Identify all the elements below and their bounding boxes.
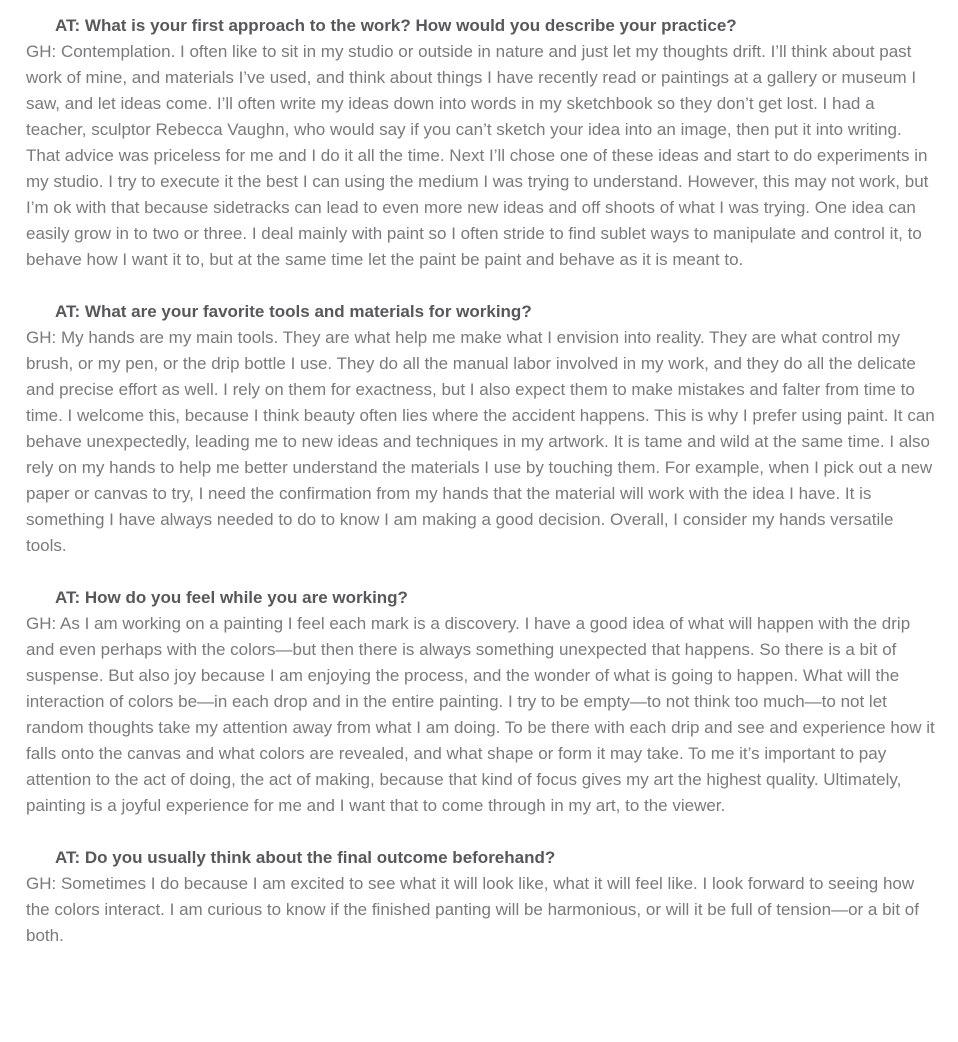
interview-answer: GH: Contemplation. I often like to sit in my studio or outside in nature and just let my thoughts drift. I’ll think about past work of mine, and materials I’ve used, and think about things I have recently read or paintings at a gallery or museum I saw, and let ideas come. I’ll often write my ideas down into words in my sketchbook so they don’t get lost. I had a teacher, sculptor Rebecca Vaughn, who would say if you can’t sketch your idea into an image, then put it into writing. That advice was priceless for me and I do it all the time. Next I’ll chose one of these ideas and start to do experiments in my studio. I try to execute it the best I can using the medium I was trying to understand. However, this may not work, but I’m ok with that because sidetracks can lead to even more new ideas and off shoots of what I was trying. One idea can easily grow in to two or three. I deal mainly with paint so I often stride to find sublet ways to manipulate and control it, to behave how I want it to, but at the same time let the paint be paint and behave as it is meant to. [26, 42, 929, 269]
qa-block [26, 13, 936, 273]
qa-block [26, 299, 936, 559]
interview-question: AT: What are your favorite tools and materials for working? [55, 302, 532, 321]
interview-answer: GH: My hands are my main tools. They are what help me make what I envision into reality. They are what control my brush, or my pen, or the drip bottle I use. They do all the manual labor involved in my work, and they do all the delicate and precise effort as well. I rely on them for exactness, but I also expect them to make mistakes and falter from time to time. I welcome this, because I think beauty often lies where the accident happens. This is why I prefer using paint. It can behave unexpectedly, leading me to new ideas and techniques in my artwork. It is tame and wild at the same time. I also rely on my hands to help me better understand the materials I use by touching them. For example, when I pick out a new paper or canvas to try, I need the confirmation from my hands that the material will work with the idea I have. It is something I have always needed to do to know I am making a good decision. Overall, I consider my hands versatile tools. [26, 328, 935, 555]
interview-question: AT: Do you usually think about the final outcome beforehand? [55, 848, 556, 867]
qa-block [26, 845, 936, 949]
interview-answer: GH: As I am working on a painting I feel each mark is a discovery. I have a good idea of what will happen with the drip and even perhaps with the colors—but then there is always something unexpected that happens. So there is a bit of suspense. But also joy because I am enjoying the process, and the wonder of what is going to happen. What will the interaction of colors be—in each drop and in the entire painting. I try to be empty—to not think too much—to not let random thoughts take my attention away from what I am doing. To be there with each drip and see and experience how it falls onto the canvas and what colors are revealed, and what shape or form it may take. To me it’s important to pay attention to the act of doing, the act of making, because that kind of focus gives my art the highest quality. Ultimately, painting is a joyful experience for me and I want that to come through in my art, to the viewer. [26, 614, 935, 815]
interview-answer: GH: Sometimes I do because I am excited to see what it will look like, what it will feel like. I look forward to seeing how the colors interact. I am curious to know if the finished panting will be harmonious, or will it be full of tension—or a bit of both. [26, 874, 919, 945]
interview-question: AT: How do you feel while you are working? [55, 588, 408, 607]
interview-question: AT: What is your first approach to the work? How would you describe your practice? [55, 16, 737, 35]
qa-block [26, 585, 936, 819]
